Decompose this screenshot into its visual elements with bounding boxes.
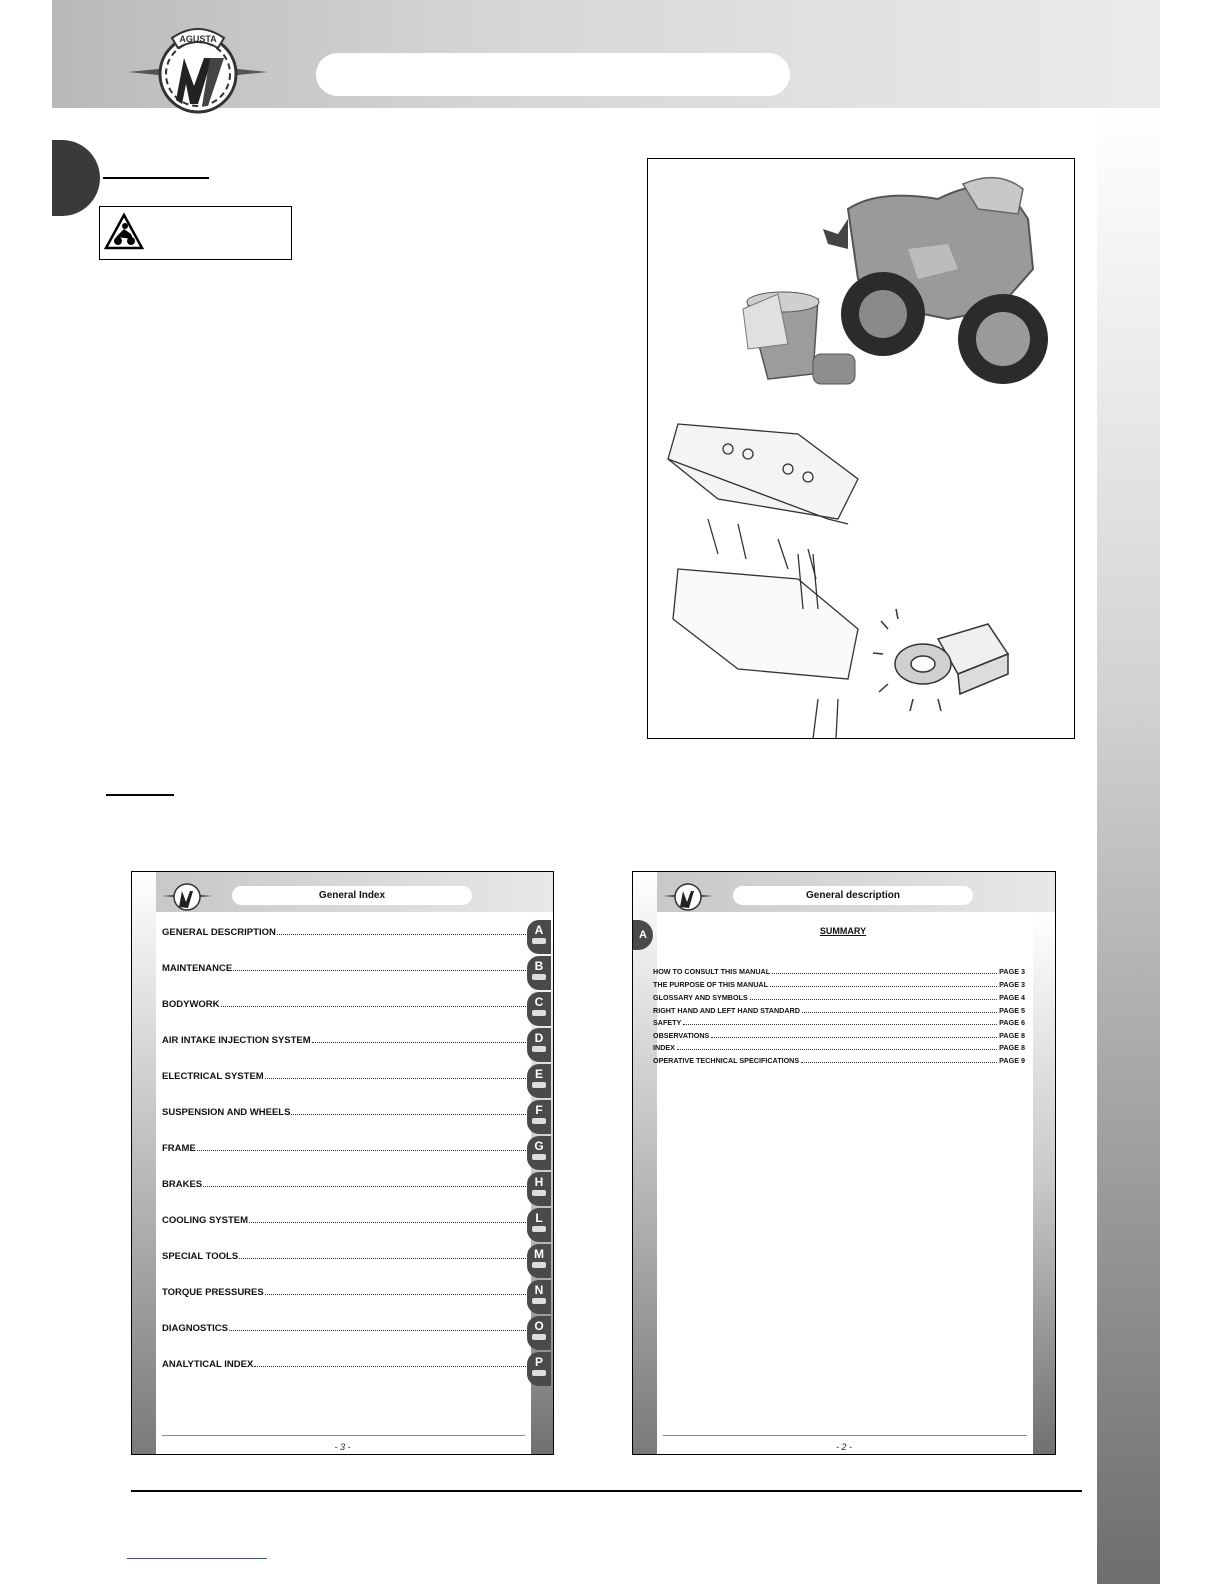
index-entry-label: DIAGNOSTICS bbox=[162, 1323, 228, 1334]
index-letter-badge: B bbox=[527, 956, 551, 990]
bearing-box-drawing bbox=[873, 609, 1008, 711]
thumb-right-gradient bbox=[1033, 912, 1055, 1454]
thumb-header-title: General Index bbox=[232, 886, 472, 905]
index-letter-badge: L bbox=[527, 1208, 551, 1242]
thumbnail-general-description bbox=[632, 871, 1056, 1455]
index-letter-badge: A bbox=[527, 920, 551, 954]
thumb-section-letter: A bbox=[633, 920, 653, 950]
section-tab bbox=[52, 140, 100, 216]
footer-rule bbox=[131, 1490, 1082, 1492]
index-entry-label: GENERAL DESCRIPTION bbox=[162, 927, 276, 938]
summary-entry: INDEX PAGE 8 bbox=[653, 1043, 1025, 1052]
summary-entry: GLOSSARY AND SYMBOLS PAGE 4 bbox=[653, 993, 1025, 1002]
index-entry-label: ELECTRICAL SYSTEM bbox=[162, 1071, 264, 1082]
summary-entry: RIGHT HAND AND LEFT HAND STANDARD PAGE 5 bbox=[653, 1006, 1025, 1015]
warning-box bbox=[99, 206, 292, 260]
index-entry bbox=[162, 1176, 528, 1190]
summary-entry: HOW TO CONSULT THIS MANUAL PAGE 3 bbox=[653, 967, 1025, 976]
index-entry bbox=[162, 1212, 528, 1226]
index-letter-badge: G bbox=[527, 1136, 551, 1170]
index-letter-badge: C bbox=[527, 992, 551, 1026]
index-letter-badge: P bbox=[527, 1352, 551, 1386]
summary-title: SUMMARY bbox=[819, 926, 867, 936]
index-entry-label: TORQUE PRESSURES bbox=[162, 1287, 264, 1298]
index-entry bbox=[162, 1104, 528, 1118]
index-entry-label: MAINTENANCE bbox=[162, 963, 233, 974]
index-entry bbox=[162, 1032, 528, 1046]
header-title-pill bbox=[316, 53, 790, 96]
caption-underline bbox=[106, 794, 174, 796]
warning-motorcycle-icon bbox=[104, 212, 144, 252]
index-entry-label: ANALYTICAL INDEX bbox=[162, 1359, 254, 1370]
svg-text:AGUSTA: AGUSTA bbox=[179, 34, 217, 44]
index-entry bbox=[162, 1140, 528, 1154]
thumb-footer-rule bbox=[162, 1435, 525, 1436]
index-letter-badge: D bbox=[527, 1028, 551, 1062]
motorcycle-and-parts-illustration bbox=[648, 159, 1075, 739]
index-letter-badge: M bbox=[527, 1244, 551, 1278]
thumb-logo-icon bbox=[663, 876, 713, 914]
index-entry-label: SPECIAL TOOLS bbox=[162, 1251, 239, 1262]
index-entry-label: COOLING SYSTEM bbox=[162, 1215, 249, 1226]
side-gradient-bar bbox=[1097, 108, 1160, 1584]
summary-entry: THE PURPOSE OF THIS MANUAL PAGE 3 bbox=[653, 980, 1025, 989]
index-letter-badge: O bbox=[527, 1316, 551, 1350]
cylinder-head-exploded-drawing bbox=[668, 424, 858, 739]
index-entry-label: BODYWORK bbox=[162, 999, 220, 1010]
index-entry-label: BRAKES bbox=[162, 1179, 203, 1190]
bucket-and-sponge-drawing bbox=[743, 292, 855, 384]
index-letter-badge: N bbox=[527, 1280, 551, 1314]
index-entry-label: AIR INTAKE INJECTION SYSTEM bbox=[162, 1035, 311, 1046]
index-entry bbox=[162, 1068, 528, 1082]
thumb-logo-icon bbox=[162, 876, 212, 914]
index-entry bbox=[162, 1248, 528, 1262]
thumb-header-title: General description bbox=[733, 886, 973, 905]
footer-link-underline[interactable] bbox=[127, 1558, 267, 1559]
index-entry bbox=[162, 1356, 528, 1370]
motorcycle-drawing bbox=[823, 178, 1048, 384]
illustration-frame bbox=[647, 158, 1075, 739]
thumb-left-gradient bbox=[633, 872, 657, 1454]
index-letter-badge: E bbox=[527, 1064, 551, 1098]
index-entry bbox=[162, 924, 528, 938]
thumb-footer-rule bbox=[663, 1435, 1027, 1436]
index-letter-badge: F bbox=[527, 1100, 551, 1134]
mv-agusta-logo bbox=[128, 14, 268, 124]
index-entry bbox=[162, 1320, 528, 1334]
summary-entry: OPERATIVE TECHNICAL SPECIFICATIONS PAGE 9 bbox=[653, 1056, 1025, 1065]
thumb-page-number: - 2 - bbox=[835, 1442, 852, 1452]
index-entry bbox=[162, 1284, 528, 1298]
index-entry bbox=[162, 960, 528, 974]
index-entry bbox=[162, 996, 528, 1010]
index-entry-label: FRAME bbox=[162, 1143, 196, 1154]
summary-entry: SAFETY PAGE 6 bbox=[653, 1018, 1025, 1027]
thumbnail-general-index bbox=[131, 871, 554, 1455]
index-entry-label: SUSPENSION AND WHEELS bbox=[162, 1107, 291, 1118]
summary-entry: OBSERVATIONS PAGE 8 bbox=[653, 1031, 1025, 1040]
index-letter-badge: H bbox=[527, 1172, 551, 1206]
thumb-page-number: - 3 - bbox=[334, 1442, 351, 1452]
heading-underline bbox=[103, 177, 209, 179]
thumb-left-gradient bbox=[132, 872, 156, 1454]
